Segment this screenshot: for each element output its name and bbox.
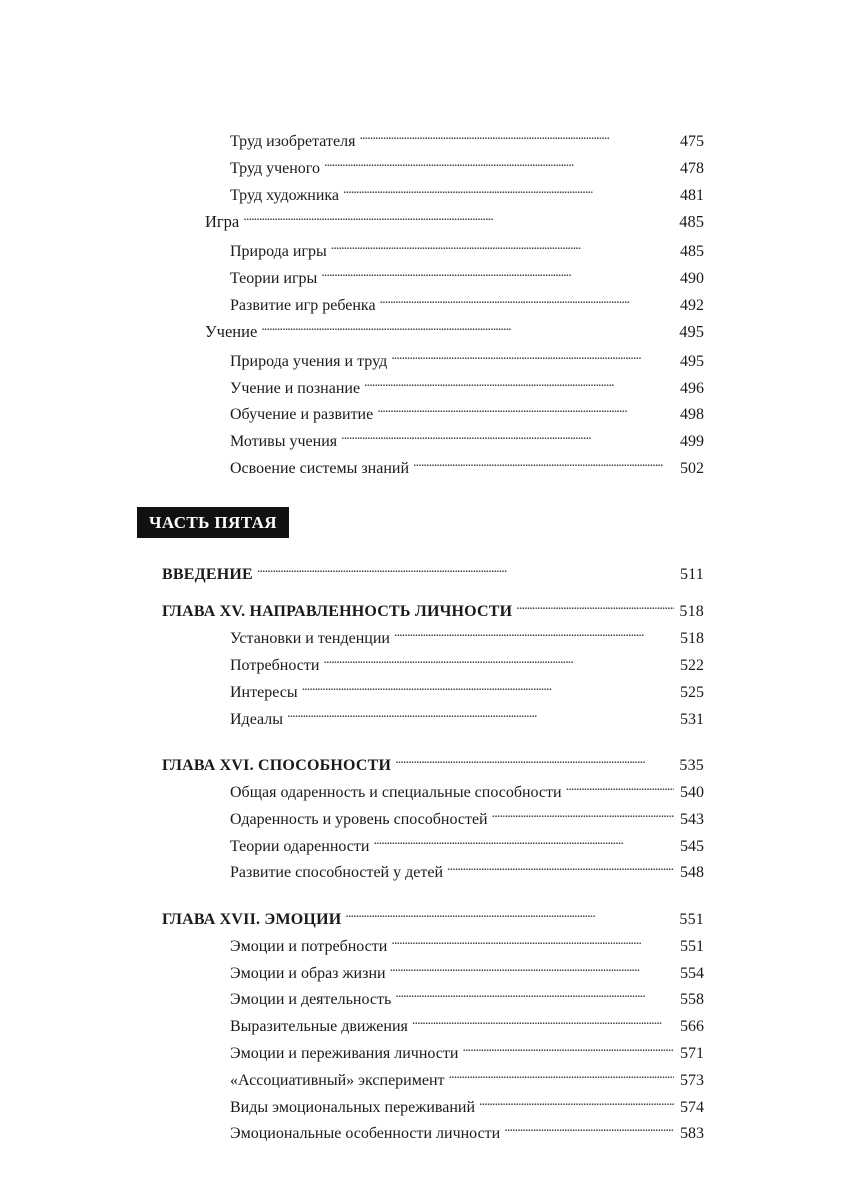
dot-leader	[492, 804, 674, 824]
toc-entry-label: Идеалы	[230, 711, 283, 728]
toc-entry	[230, 777, 704, 803]
toc-entry-label: Труд художника	[230, 187, 340, 204]
toc-entry-page: 573	[680, 1072, 704, 1089]
toc-entry-page: 478	[680, 160, 704, 177]
toc-entry-label: Теории одаренности	[230, 838, 370, 855]
toc-entry-page: 531	[680, 711, 704, 728]
toc-entry-page: 554	[680, 965, 704, 982]
toc-entry-label: Установки и тенденции	[230, 630, 390, 647]
dot-leader	[345, 904, 674, 924]
toc-entry-label: Интересы	[230, 684, 298, 701]
toc-entry-page: 502	[680, 460, 704, 477]
dot-leader	[413, 453, 674, 473]
toc-entry	[230, 704, 704, 730]
toc-entry	[230, 1038, 704, 1064]
dot-leader	[324, 153, 674, 173]
dot-leader	[302, 677, 674, 697]
toc-entry-page: 475	[680, 133, 704, 150]
toc-entry	[230, 453, 704, 479]
toc-section-label: Учение	[205, 322, 258, 341]
toc-entry	[230, 399, 704, 425]
dot-leader	[412, 1011, 674, 1031]
toc-chapter-label: ВВЕДЕНИЕ	[162, 566, 253, 583]
toc-entry	[230, 236, 704, 262]
toc-entry-page: 548	[680, 864, 704, 881]
toc-entry	[230, 857, 704, 883]
toc-entry	[230, 426, 704, 452]
toc-chapter	[162, 559, 704, 585]
toc-chapter	[162, 904, 704, 930]
toc-entry-page: 543	[680, 811, 704, 828]
toc-entry	[230, 984, 704, 1010]
toc-entry-label: Развитие игр ребенка	[230, 297, 376, 314]
toc-entry	[230, 831, 704, 857]
toc-entry-page: 540	[680, 784, 704, 801]
toc-entry	[230, 931, 704, 957]
toc-entry-label: Эмоциональные особенности личности	[230, 1125, 501, 1142]
dot-leader	[390, 958, 674, 978]
toc-entry-label: Эмоции и переживания личности	[230, 1045, 459, 1062]
dot-leader	[380, 290, 674, 310]
toc-entry	[230, 958, 704, 984]
dot-leader	[343, 180, 674, 200]
toc-chapter-page: 535	[679, 757, 704, 774]
toc-entry	[230, 126, 704, 152]
toc-entry-page: 490	[680, 270, 704, 287]
toc-entry-page: 551	[680, 938, 704, 955]
toc-entry	[230, 804, 704, 830]
toc-entry-page: 492	[680, 297, 704, 314]
toc-entry-label: Эмоции и потребности	[230, 938, 388, 955]
toc-entry-label: Мотивы учения	[230, 433, 338, 450]
dot-leader	[243, 207, 674, 227]
toc-entry-page: 481	[680, 187, 704, 204]
toc-entry-label: Теории игры	[230, 270, 318, 287]
toc-entry-label: Эмоции и образ жизни	[230, 965, 386, 982]
toc-entry-page: 518	[680, 630, 704, 647]
dot-leader	[516, 596, 674, 616]
dot-leader	[394, 623, 674, 643]
dot-leader	[364, 373, 674, 393]
toc-entry-page: 485	[680, 243, 704, 260]
toc-entry-page: 522	[680, 657, 704, 674]
toc-entry	[230, 153, 704, 179]
dot-leader	[373, 831, 674, 851]
toc-chapter	[162, 596, 704, 622]
toc-entry	[230, 650, 704, 676]
dot-leader	[447, 857, 674, 877]
toc-entry	[230, 1092, 704, 1118]
toc-entry-label: Потребности	[230, 657, 320, 674]
toc-entry	[230, 290, 704, 316]
toc-entry	[230, 1011, 704, 1037]
dot-leader	[566, 777, 674, 797]
dot-leader	[395, 984, 674, 1004]
toc-entry-label: Выразительные движения	[230, 1018, 408, 1035]
toc-entry-label: «Ассоциативный» эксперимент	[230, 1072, 445, 1089]
toc-chapter-page: 551	[679, 911, 704, 928]
dot-leader	[391, 931, 674, 951]
toc-entry	[230, 346, 704, 372]
toc-entry-label: Природа учения и труд	[230, 353, 388, 370]
toc-entry-page: 571	[680, 1045, 704, 1062]
toc-entry	[230, 1065, 704, 1091]
toc-entry	[230, 1118, 704, 1144]
dot-leader	[377, 399, 674, 419]
toc-entry-label: Труд изобретателя	[230, 133, 356, 150]
toc-section-page: 495	[679, 322, 704, 341]
toc-entry-page: 525	[680, 684, 704, 701]
dot-leader	[462, 1038, 674, 1058]
toc-chapter-label: ГЛАВА XVI. СПОСОБНОСТИ	[162, 757, 392, 774]
toc-entry-label: Эмоции и деятельность	[230, 991, 392, 1008]
toc-entry-page: 545	[680, 838, 704, 855]
dot-leader	[395, 750, 674, 770]
toc-entry-label: Труд ученого	[230, 160, 320, 177]
toc-chapter-page: 511	[679, 566, 704, 583]
toc-chapter	[162, 750, 704, 776]
dot-leader	[391, 346, 674, 366]
dot-leader	[321, 263, 674, 283]
toc-entry-page: 495	[680, 353, 704, 370]
dot-leader	[479, 1092, 674, 1112]
dot-leader	[287, 704, 674, 724]
toc-entry-label: Учение и познание	[230, 380, 361, 397]
dot-leader	[323, 650, 674, 670]
toc-entry-page: 496	[680, 380, 704, 397]
toc-entry-label: Одаренность и уровень способностей	[230, 811, 488, 828]
dot-leader	[331, 236, 674, 256]
toc-entry-label: Природа игры	[230, 243, 327, 260]
dot-leader	[257, 559, 674, 579]
toc-entry-label: Освоение системы знаний	[230, 460, 410, 477]
toc-entry-page: 583	[680, 1125, 704, 1142]
dot-leader	[359, 126, 674, 146]
toc-entry-page: 574	[680, 1099, 704, 1116]
toc-entry	[230, 263, 704, 289]
toc-chapter-label: ГЛАВА XVII. ЭМОЦИИ	[162, 911, 342, 928]
toc-entry-page: 499	[680, 433, 704, 450]
toc-section	[205, 207, 704, 232]
toc-chapter-page: 518	[679, 603, 704, 620]
toc-entry-page: 566	[680, 1018, 704, 1035]
toc-entry	[230, 677, 704, 703]
toc-entry-label: Развитие способностей у детей	[230, 864, 444, 881]
toc-entry-page: 558	[680, 991, 704, 1008]
dot-leader	[341, 426, 674, 446]
dot-leader	[449, 1065, 674, 1085]
dot-leader	[261, 317, 674, 337]
toc-entry	[230, 373, 704, 399]
toc-entry-page: 498	[680, 406, 704, 423]
toc-section	[205, 317, 704, 342]
dot-leader	[504, 1118, 674, 1138]
toc-entry-label: Общая одаренность и специальные способности	[230, 784, 562, 801]
toc-section-page: 485	[679, 212, 704, 231]
toc-entry	[230, 623, 704, 649]
toc-entry-label: Виды эмоциональных переживаний	[230, 1099, 476, 1116]
toc-section-label: Игра	[205, 212, 240, 231]
toc-chapter-label: ГЛАВА XV. НАПРАВЛЕННОСТЬ ЛИЧНОСТИ	[162, 603, 513, 620]
toc-entry	[230, 180, 704, 206]
toc-entry-label: Обучение и развитие	[230, 406, 374, 423]
part-heading: ЧАСТЬ ПЯТАЯ	[137, 507, 289, 538]
